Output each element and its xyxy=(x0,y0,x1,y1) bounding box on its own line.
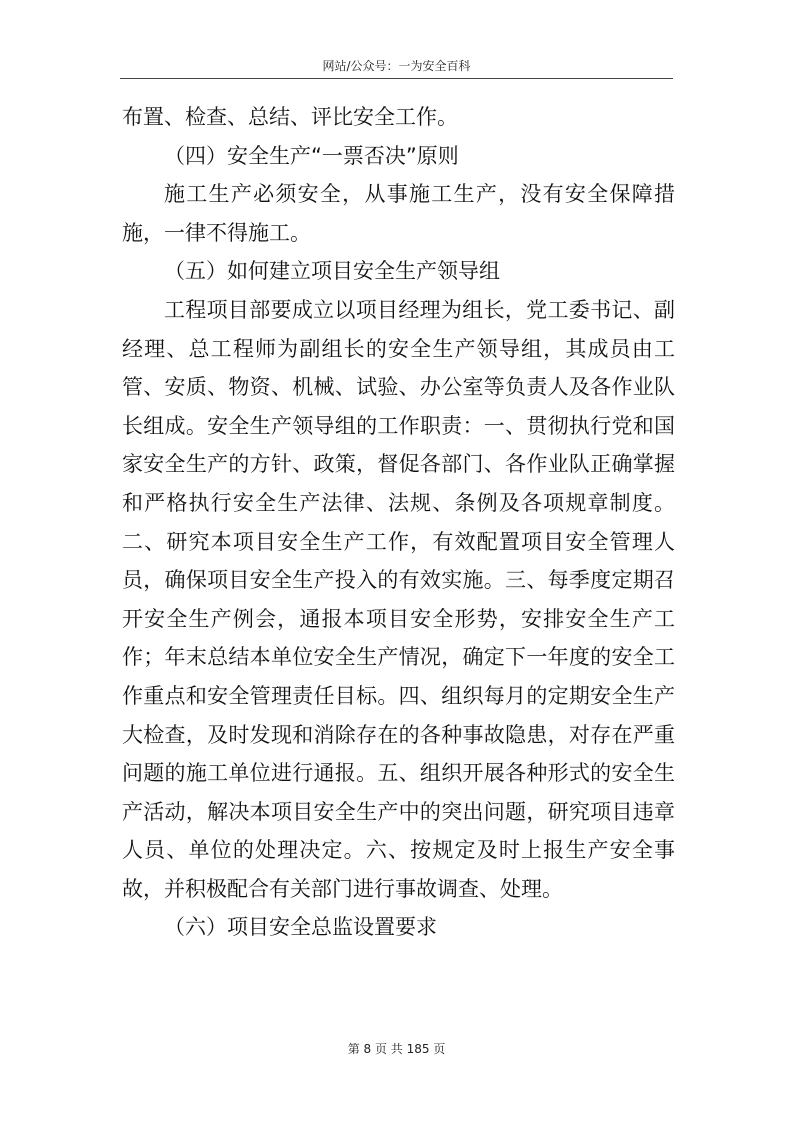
section-heading-4: （四）安全生产“一票否决”原则 xyxy=(164,143,459,168)
paragraph-section-5: 工程项目部要成立以项目经理为组长，党工委书记、副经理、总工程师为副组长的安全生产领导组，其成员由工管、安质、物资、机械、试验、办公室等负责人及各作业队长组成。安全生产领导组的工作职责：一、贯彻执行党和国家安全生产的方针、政策，督促各部门、各作业队正确掌握和严格执行安全生产法律、法规、条例及各项规章制度。二、研究本项目安全生产工作，有效配置项目安全管理人员，确保项目安全生产投入的有效实施。三、每季度定期召开安全生产例会，通报本项目安全形势，安排安全生产工作；年末总结本单位安全生产情况，确定下一年度的安全工作重点和安全管理责任目标。四、组织每月的定期安全生产大检查，及时发现和消除存在的各种事故隐患，对存在严重问题的施工单位进行通报。五、组织开展各种形式的安全生产活动，解决本项目安全生产中的突出问题，研究项目违章人员、单位的处理决定。六、按规定及时上报生产安全事故，并积极配合有关部门进行事故调查、处理。 xyxy=(122,297,675,901)
section-heading-6: （六）项目安全总监设置要求 xyxy=(164,915,437,940)
page-footer: 第 8 页 共 185 页 xyxy=(347,1042,446,1056)
paragraph-section-4: 施工生产必须安全，从事施工生产，没有安全保障措施，一律不得施工。 xyxy=(122,182,675,245)
paragraph-continued: 布置、检查、总结、评比安全工作。 xyxy=(122,105,458,129)
document-body xyxy=(122,98,675,947)
section-heading-5: （五）如何建立项目安全生产领导组 xyxy=(164,259,500,284)
header-divider xyxy=(120,78,673,79)
page-header: 网站/公众号：一为安全百科 xyxy=(322,59,471,73)
